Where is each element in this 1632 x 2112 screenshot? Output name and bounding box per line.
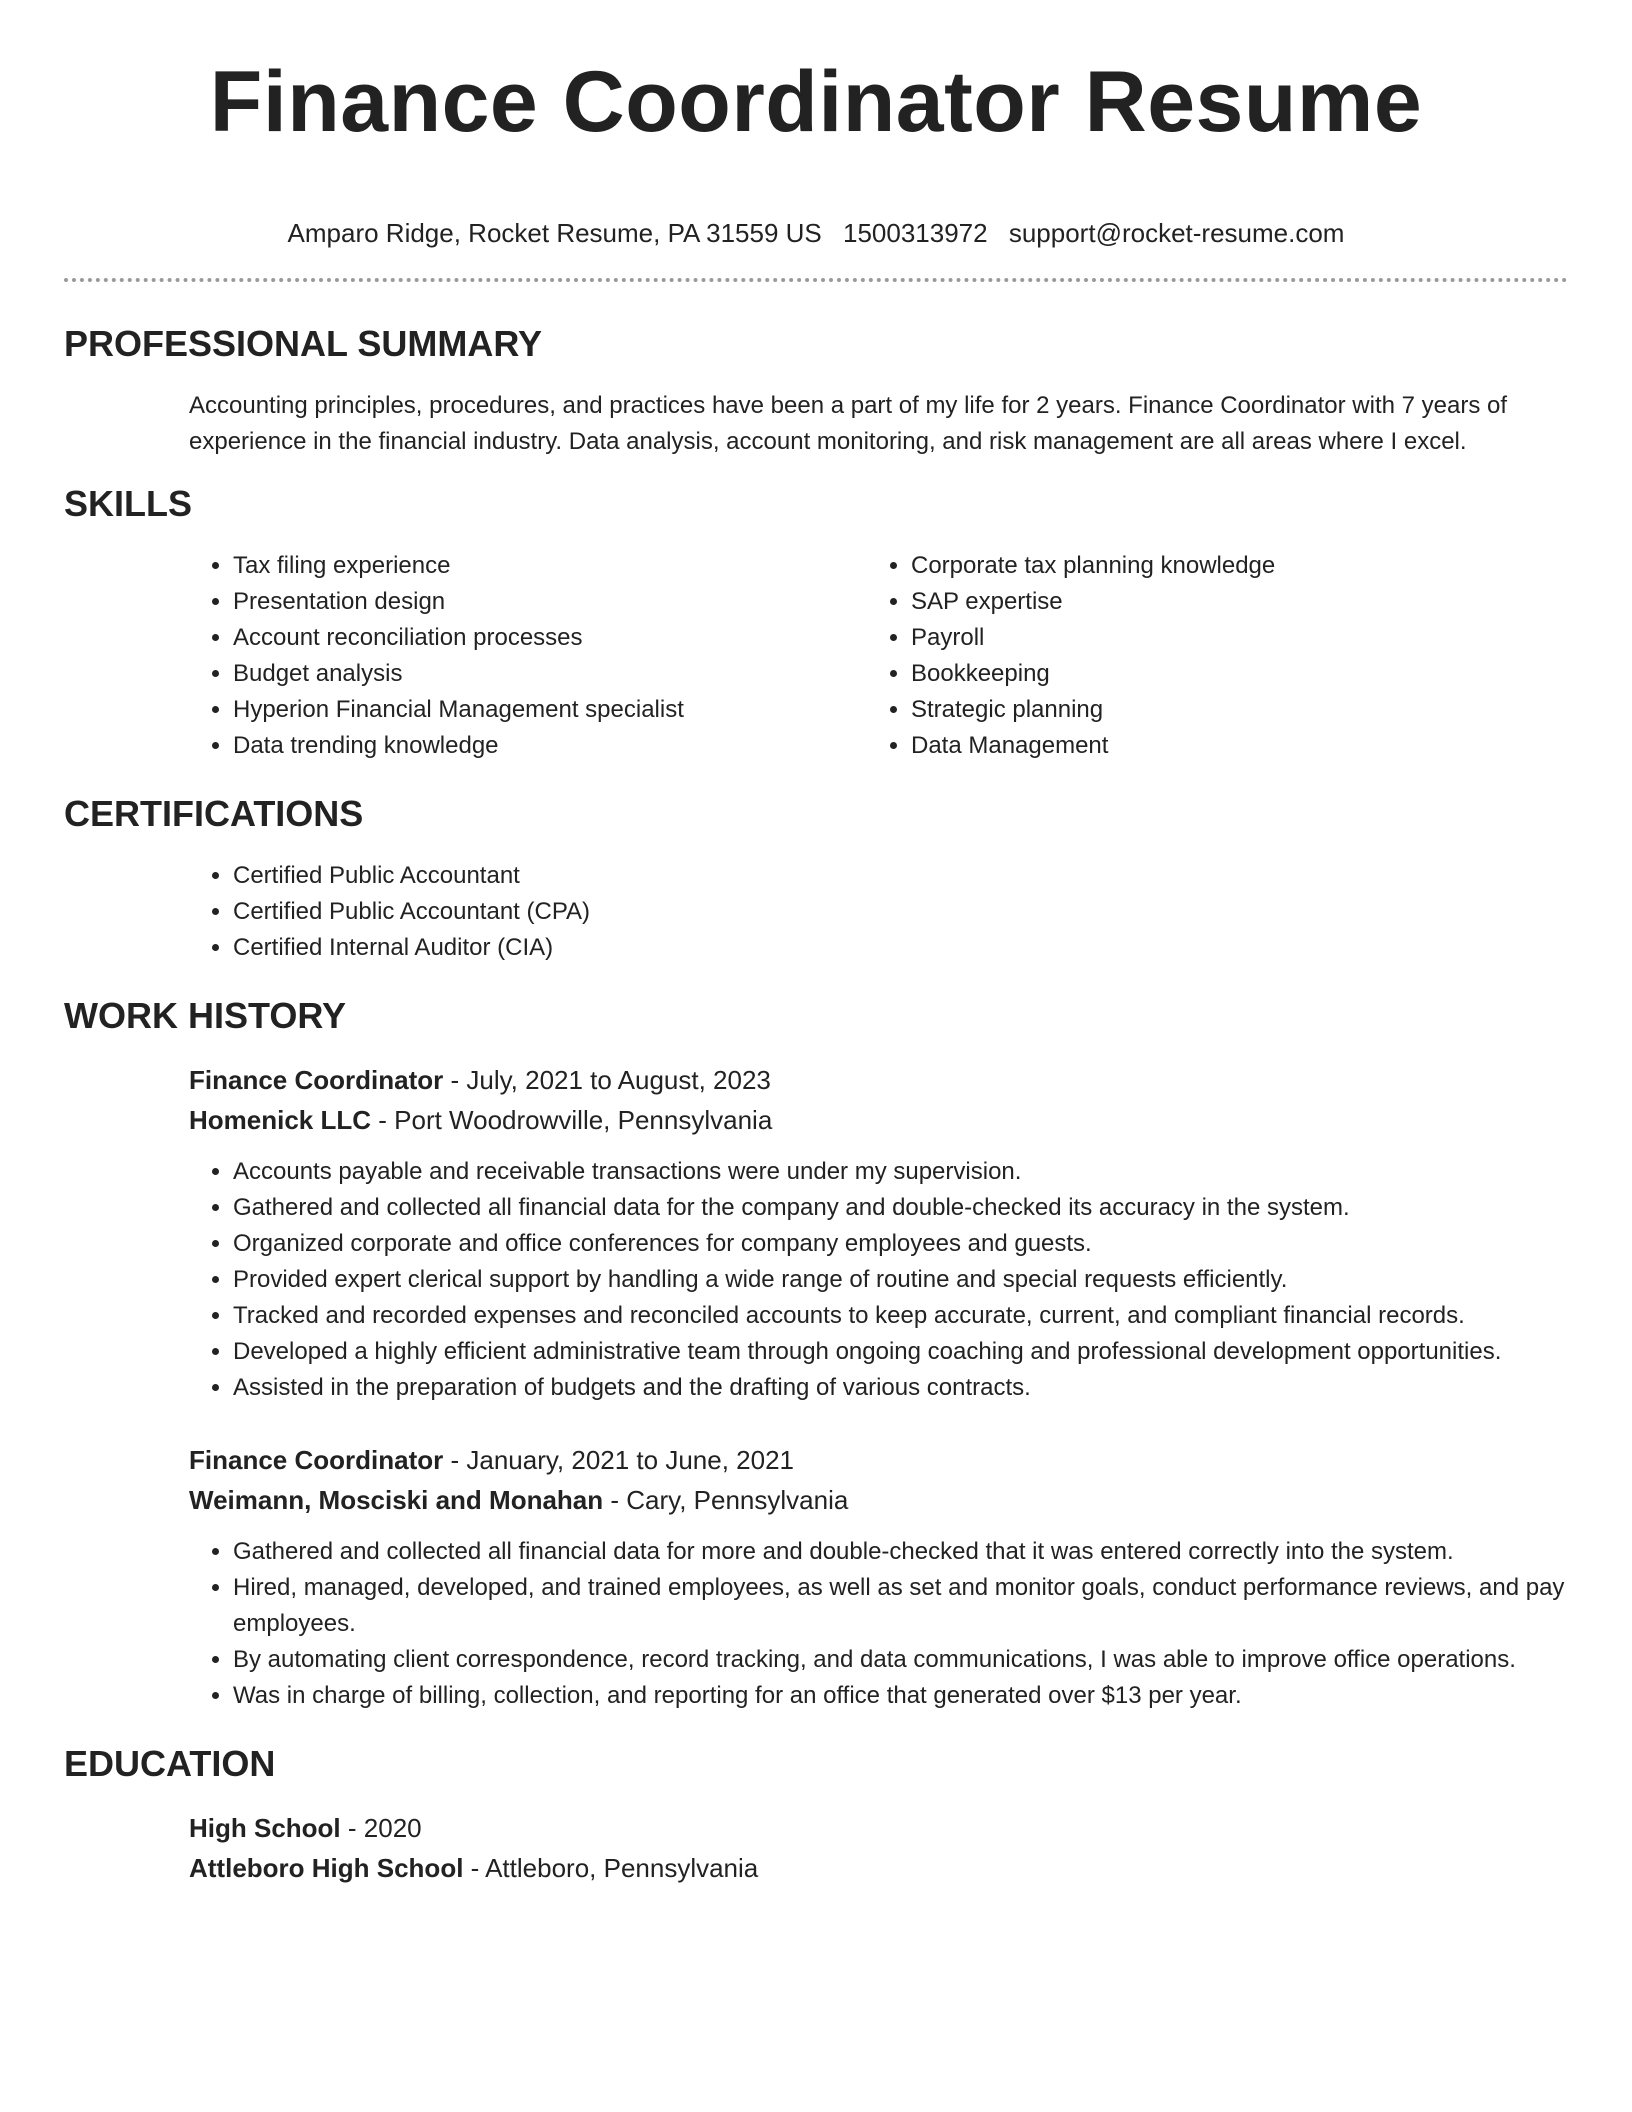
skill-item: • Tax filing experience [233, 548, 867, 584]
skill-item: • SAP expertise [911, 584, 1545, 620]
job-dates: - January, 2021 to June, 2021 [443, 1445, 795, 1475]
education-year: - 2020 [340, 1813, 422, 1843]
skills-list-right [867, 548, 1545, 764]
job-location: - Port Woodrowville, Pennsylvania [371, 1105, 773, 1135]
skills-column-left [189, 548, 867, 764]
education-school: Attleboro High School [189, 1853, 464, 1883]
education-school-line [189, 1848, 1568, 1888]
job-bullet: • Tracked and recorded expenses and reconciled accounts to keep accurate, current, and compliant financial records. [233, 1298, 1568, 1334]
job-bullet: • Accounts payable and receivable transactions were under my supervision. [233, 1154, 1568, 1190]
certification-item: • Certified Internal Auditor (CIA) [233, 930, 1568, 966]
skill-item: • Data Management [911, 728, 1545, 764]
skill-item: • Data trending knowledge [233, 728, 867, 764]
education-degree: High School [189, 1813, 341, 1843]
job-bullet: • Was in charge of billing, collection, and reporting for an office that generated over $13 per year. [233, 1678, 1568, 1714]
skill-item: • Budget analysis [233, 656, 867, 692]
skills-list-left [189, 548, 867, 764]
job-bullet: • By automating client correspondence, record tracking, and data communications, I was able to improve office operations. [233, 1642, 1568, 1678]
job-bullets [189, 1534, 1568, 1714]
job-title-line [189, 1440, 1568, 1480]
job-dates: - July, 2021 to August, 2023 [443, 1065, 771, 1095]
skill-item: • Strategic planning [911, 692, 1545, 728]
job-bullet: • Hired, managed, developed, and trained employees, as well as set and monitor goals, conduct performance reviews, and pay employees. [233, 1570, 1568, 1642]
education-entry [189, 1808, 1568, 1888]
contact-line [64, 218, 1568, 248]
skill-item: • Account reconciliation processes [233, 620, 867, 656]
job-company-line [189, 1480, 1568, 1520]
job-location: - Cary, Pennsylvania [603, 1485, 849, 1515]
skill-item: • Bookkeeping [911, 656, 1545, 692]
skills-column-right [867, 548, 1545, 764]
job-company: Homenick LLC [189, 1105, 372, 1135]
job-bullet: • Organized corporate and office conferences for company employees and guests. [233, 1226, 1568, 1262]
job-company-line [189, 1100, 1568, 1140]
job-entry [189, 1440, 1568, 1714]
education-location: - Attleboro, Pennsylvania [463, 1853, 759, 1883]
job-entry [189, 1060, 1568, 1406]
skills-heading: SKILLS [64, 483, 193, 524]
job-title: Finance Coordinator [189, 1445, 444, 1475]
certifications-block [189, 858, 1568, 966]
summary-heading: PROFESSIONAL SUMMARY [64, 323, 543, 364]
certification-item: • Certified Public Accountant [233, 858, 1568, 894]
education-degree-line [189, 1808, 1568, 1848]
job-bullet: • Developed a highly efficient administrative team through ongoing coaching and professional development opportunities. [233, 1334, 1568, 1370]
header-divider [64, 278, 1568, 282]
education-heading: EDUCATION [64, 1743, 276, 1784]
job-bullet: • Gathered and collected all financial data for more and double-checked that it was entered correctly into the system. [233, 1534, 1568, 1570]
skill-item: • Corporate tax planning knowledge [911, 548, 1545, 584]
job-title-line [189, 1060, 1568, 1100]
skills-grid [189, 548, 1568, 764]
contact-phone: 1500313972 [843, 218, 988, 248]
contact-address: Amparo Ridge, Rocket Resume, PA 31559 US [287, 218, 822, 248]
job-bullet: • Provided expert clerical support by handling a wide range of routine and special requests efficiently. [233, 1262, 1568, 1298]
job-company: Weimann, Mosciski and Monahan [189, 1485, 604, 1515]
skill-item: • Presentation design [233, 584, 867, 620]
job-bullet: • Assisted in the preparation of budgets and the drafting of various contracts. [233, 1370, 1568, 1406]
job-bullet: • Gathered and collected all financial data for the company and double-checked its accuracy in the system. [233, 1190, 1568, 1226]
contact-email: support@rocket-resume.com [1008, 218, 1345, 248]
job-title: Finance Coordinator [189, 1065, 444, 1095]
certifications-list [189, 858, 1568, 966]
skill-item: • Payroll [911, 620, 1545, 656]
job-bullets [189, 1154, 1568, 1406]
resume-title: Finance Coordinator Resume [209, 54, 1423, 150]
summary-text: Accounting principles, procedures, and practices have been a part of my life for 2 years. Finance Coordinator with 7 years of experience in the financial industry. Data analysis, account monitoring, and risk management are all areas where I excel. [189, 392, 1508, 455]
certifications-heading: CERTIFICATIONS [64, 793, 364, 834]
certification-item: • Certified Public Accountant (CPA) [233, 894, 1568, 930]
work-history-heading: WORK HISTORY [64, 995, 347, 1036]
skill-item: • Hyperion Financial Management specialist [233, 692, 867, 728]
